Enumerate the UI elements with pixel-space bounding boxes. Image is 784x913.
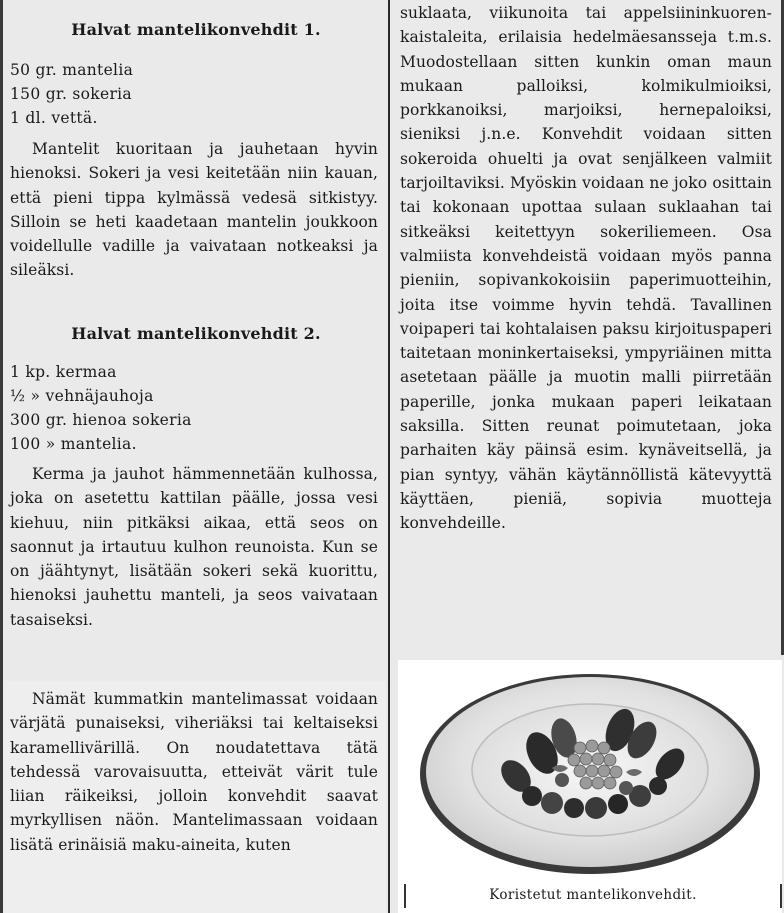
coloring-instructions-paragraph: Nämät kummatkin mantelimassat voidaan värjätä punaiseksi, viheriäksi tai keltaiseksi karamellivärillä. On noudatettava tätä tehdessä varovaisuutta, etteivät värit tule liian räikeiksi, jolloin konvehdit saavat myrkyllisen näön. Mantelimassaan voidaan lisätä erinäisiä maku-aineita, kuten xyxy=(10,690,378,854)
candy-photo-panel xyxy=(398,660,782,913)
ingredient-line: 150 gr. sokeria xyxy=(10,85,132,103)
ingredient-line: 300 gr. hienoa sokeria xyxy=(10,411,192,429)
ingredient-line: 1 kp. kermaa xyxy=(10,363,117,381)
photo-caption: Koristetut mantelikonvehdit. xyxy=(489,887,697,903)
recipe-1-title: Halvat mantelikonvehdit 1. xyxy=(71,20,321,39)
ingredient-line: 1 dl. vettä. xyxy=(10,109,98,127)
recipe-2-method: Kerma ja jauhot hämmennetään kulhossa, joka on asetettu kattilan päälle, jossa vesi kiehuu, niin pitkäksi aikaa, että seos on saonnut ja irtautuu kulhon reunoista. Kun se on jäähtynyt, lisätään sokeri sekä kuorittu, hienoksi jauhettu manteli, ja seos vaivataan tasaiseksi. xyxy=(10,465,378,629)
recipe-1-ingredients xyxy=(10,58,378,130)
left-border-rule xyxy=(0,0,3,913)
recipe-2-ingredients xyxy=(10,360,378,456)
ingredient-line: 100 » mantelia. xyxy=(10,435,137,453)
ingredient-line: 50 gr. mantelia xyxy=(10,61,134,79)
recipe-1-method: Mantelit kuoritaan ja jauhetaan hyvin hienoksi. Sokeri ja vesi keitetään niin kauan, että pieni tippa kylmässä vedesä sitkistyy. Silloin se heti kaadetaan mantelin joukkoon voidellulle vadille ja vaivataan notkeaksi ja sileäksi. xyxy=(10,140,378,280)
recipe-2-title: Halvat mantelikonvehdit 2. xyxy=(71,324,321,343)
column-divider-rule xyxy=(388,0,390,913)
ingredient-line: ½ » vehnäjauhoja xyxy=(10,387,154,405)
shaping-instructions-paragraph: suklaata, viikunoita tai appelsiininkuoren-kaistaleita, erilaisia hedelmäesansseja t.m.s. Muodostellaan sitten kunkin oman maun mukaan palloiksi, kolmikulmioiksi, porkkanoiksi, marjoiksi, hernepaloiksi, sieniksi j.n.e. Konvehdit voidaan sitten sokeroida ohuelti ja ovat senjälkeen valmiit tarjoiltaviksi. Myöskin voidaan ne joko osittain tai kokonaan upottaa sulaan suklaahan tai sitkeäksi keitettyyn sokeriliemeen. Osa valmiista konvehdeistä voidaan myös panna pieniin, sopivankokoisiin paperimuotteihin, joita itse voimme hyvin tehdä. Tavallinen voipaperi tai kohtalaisen paksu kirjoituspaperi taitetaan moninkertaiseksi, ympyriäinen mitta asetetaan päälle ja muotin malli piirretään paperille, jonka mukaan paperi leikataan saksilla. Sitten reunat poimutetaan, joka parhaiten käy päinsä esim. kynäveitsellä, ja pian syntyy, vähän käytännöllistä kätevyyttä käyttäen, pieniä, sopivia muotteja konvehdeille. xyxy=(400,4,772,533)
plate-of-decorated-almond-candies-icon xyxy=(412,668,768,880)
photo-caption-frame xyxy=(404,884,782,908)
